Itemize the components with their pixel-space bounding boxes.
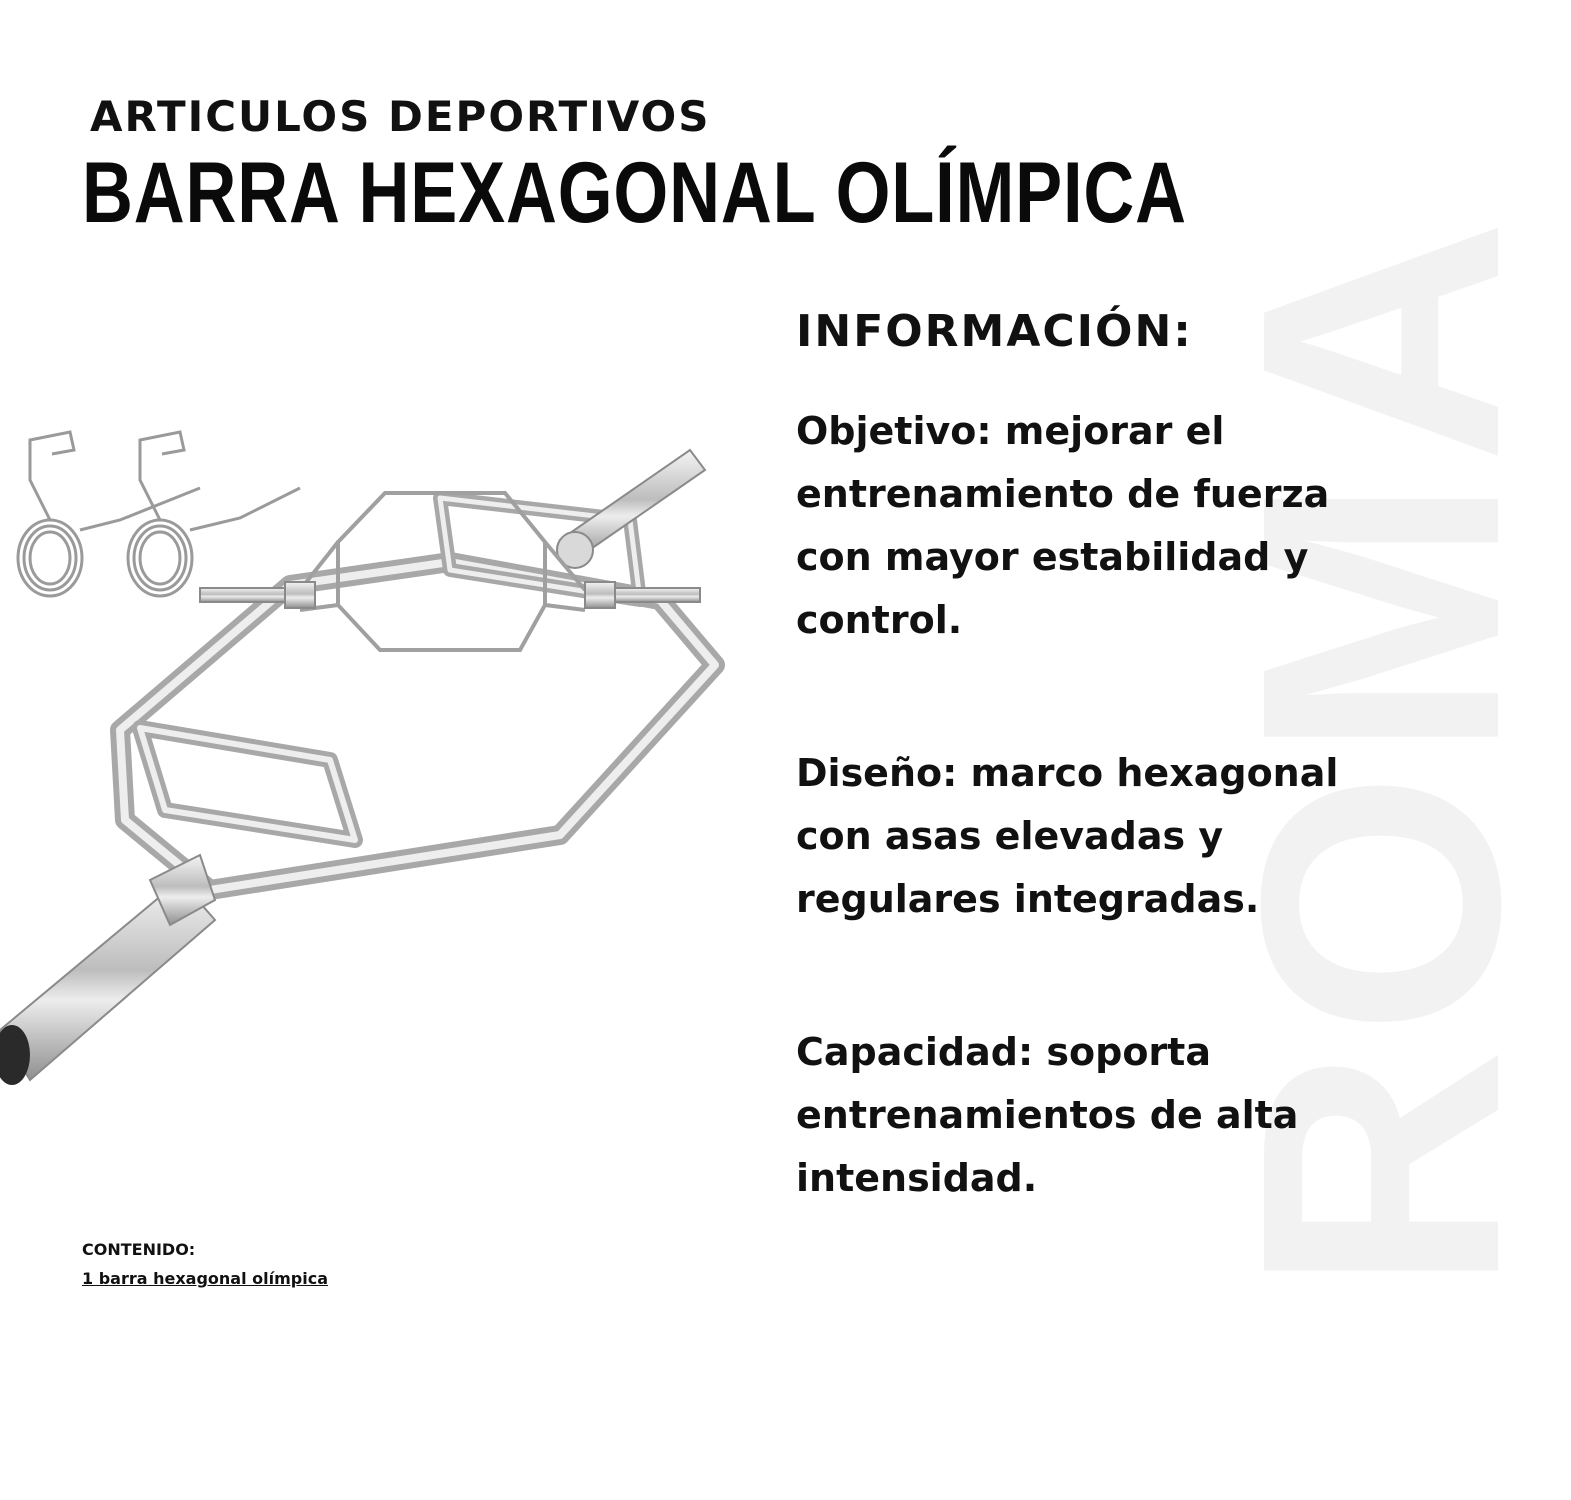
info-item-design: Diseño: marco hexagonal con asas elevadas y regulares integradas.: [796, 751, 1339, 921]
info-heading: INFORMACIÓN:: [796, 306, 1193, 357]
info-item-capacity: Capacidad: soporta entrenamientos de alta intensidad.: [796, 1030, 1299, 1200]
contents-label: CONTENIDO:: [82, 1240, 196, 1259]
category-subtitle: ARTICULOS DEPORTIVOS: [90, 92, 711, 141]
info-list: [796, 400, 1356, 1300]
bar-sleeves-image: [0, 450, 705, 1085]
hex-bar-product-image: [0, 410, 740, 1110]
product-title: BARRA HEXAGONAL OLÍMPICA: [82, 145, 1187, 241]
info-item-objective: Objetivo: mejorar el entrenamiento de fuerza con mayor estabilidad y control.: [796, 409, 1330, 642]
contents-value: 1 barra hexagonal olímpica: [82, 1269, 328, 1288]
spring-collars-image: [18, 432, 300, 596]
hex-bar-large-image: [120, 498, 715, 890]
contents-section: [82, 1240, 328, 1288]
brand-watermark-text: ROMA: [1191, 206, 1571, 1294]
